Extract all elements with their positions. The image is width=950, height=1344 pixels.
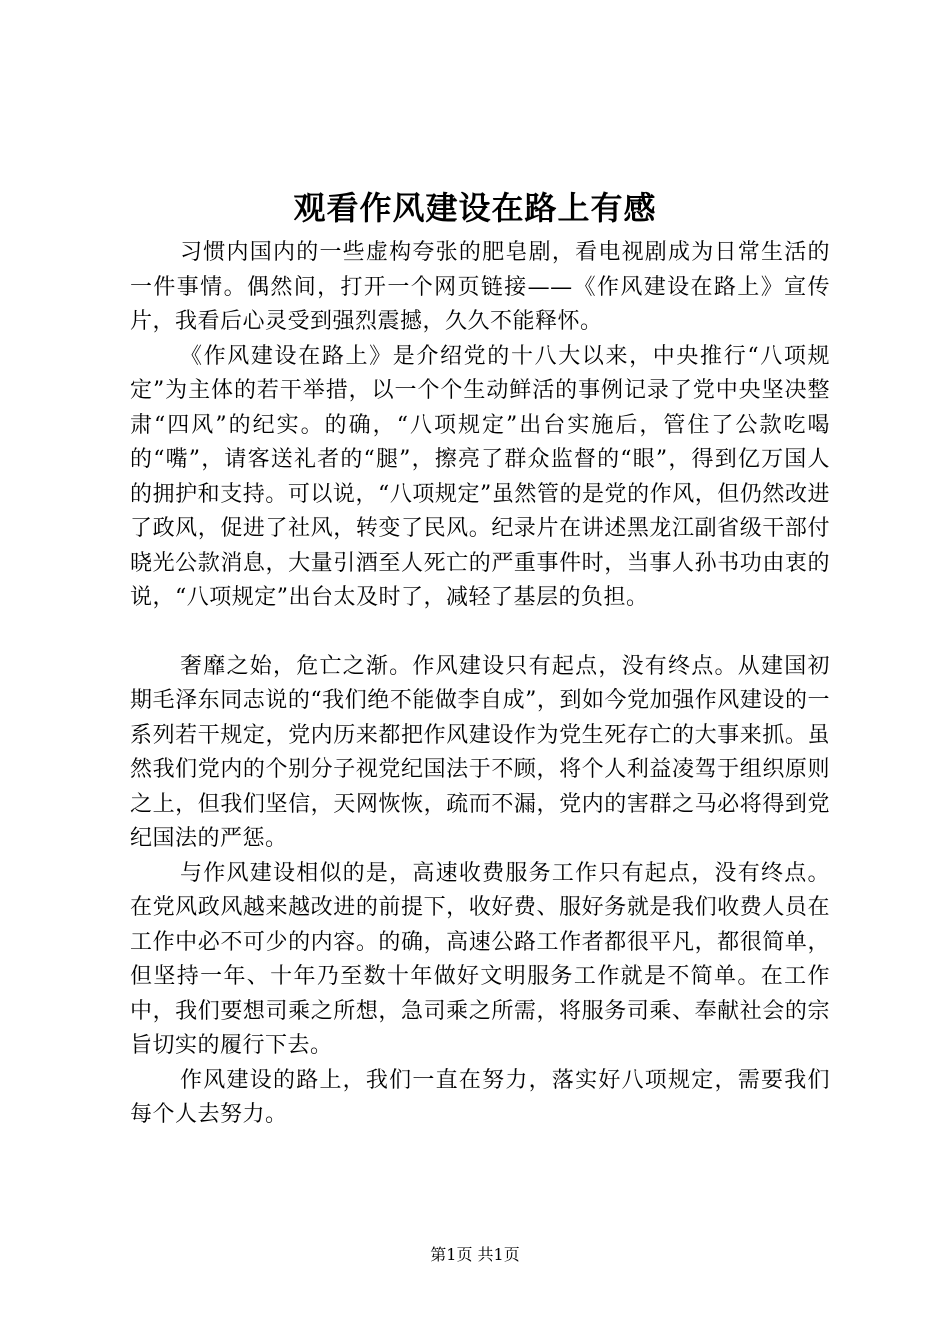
document-body (130, 236, 830, 1133)
paragraph-1: 习惯内国内的一些虚构夸张的肥皂剧，看电视剧成为日常生活的一件事情。偶然间，打开一个网页链接——《作风建设在路上》宣传片，我看后心灵受到强烈震撼，久久不能释怀。 (130, 240, 830, 334)
paragraph-5: 作风建设的路上，我们一直在努力，落实好八项规定，需要我们每个人去努力。 (130, 1067, 830, 1127)
page-footer: 第1页 共1页 (430, 1245, 520, 1264)
page-title: 观看作风建设在路上有感 (293, 189, 657, 227)
paragraph-4: 与作风建设相似的是，高速收费服务工作只有起点，没有终点。在党风政风越来越改进的前提下，收好费、服好务就是我们收费人员在工作中必不可少的内容。的确，高速公路工作者都很平凡，都很简单，但坚持一年、十年乃至数十年做好文明服务工作就是不简单。在工作中，我们要想司乘之所想，急司乘之所需，将服务司乘、奉献社会的宗旨切实的履行下去。 (130, 860, 830, 1058)
paragraph-2: 《作风建设在路上》是介绍党的十八大以来，中央推行“八项规定”为主体的若干举措，以一个个生动鲜活的事例记录了党中央坚决整肃“四风”的纪实。的确，“八项规定”出台实施后，管住了公款吃喝的“嘴”，请客送礼者的“腿”，擦亮了群众监督的“眼”，得到亿万国人的拥护和支持。可以说，“八项规定”虽然管的是党的作风，但仍然改进了政风，促进了社风，转变了民风。纪录片在讲述黑龙江副省级干部付晓光公款消息，大量引酒至人死亡的严重事件时，当事人孙书功由衷的说，“八项规定”出台太及时了，减轻了基层的负担。 (130, 343, 830, 610)
paragraph-3: 奢靡之始，危亡之渐。作风建设只有起点，没有终点。从建国初期毛泽东同志说的“我们绝不能做李自成”，到如今党加强作风建设的一系列若干规定，党内历来都把作风建设作为党生死存亡的大事来抓。虽然我们党内的个别分子视党纪国法于不顾，将个人利益凌驾于组织原则之上，但我们坚信，天网恢恢，疏而不漏，党内的害群之马必将得到党纪国法的严惩。 (130, 653, 830, 851)
